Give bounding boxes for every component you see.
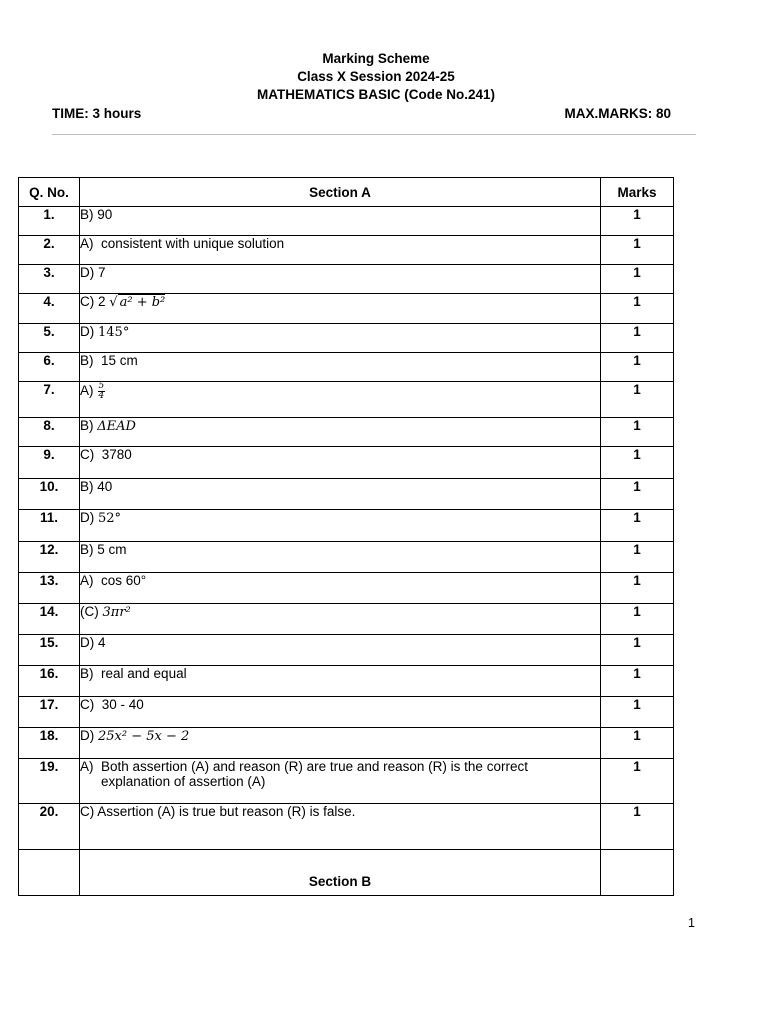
table-row — [19, 265, 674, 294]
marks-cell: 1 — [601, 542, 674, 573]
header-section-a: Section A — [80, 178, 601, 207]
marks-cell: 1 — [601, 236, 674, 265]
marks-cell: 1 — [601, 324, 674, 353]
table-row — [19, 542, 674, 573]
marks-cell: 1 — [601, 697, 674, 728]
answer-option: C) — [80, 294, 95, 309]
answer-option: B) — [80, 418, 94, 433]
answer-cell — [80, 324, 601, 353]
answer-option: B) — [80, 542, 94, 557]
q-number: 7. — [19, 382, 80, 418]
answer-text: ΔEAD — [97, 419, 136, 434]
section-b-title: Section B — [80, 850, 601, 896]
q-number: 3. — [19, 265, 80, 294]
table-row — [19, 418, 674, 447]
q-number: 4. — [19, 294, 80, 324]
answer-option: B) — [80, 207, 94, 222]
q-number: 2. — [19, 236, 80, 265]
answer-text: 25x² − 5x − 2 — [98, 729, 190, 744]
table-row — [19, 236, 674, 265]
table-row — [19, 510, 674, 542]
marks-cell: 1 — [601, 573, 674, 604]
section-b-row — [19, 850, 674, 896]
answer-cell — [80, 804, 601, 850]
answer-text: Assertion (A) is true but reason (R) is false. — [97, 804, 356, 819]
table-row — [19, 666, 674, 697]
answer-cell — [80, 666, 601, 697]
q-number: 19. — [19, 759, 80, 804]
max-marks-label: MAX.MARKS: 80 — [564, 106, 671, 121]
answer-text: 15 cm — [101, 353, 138, 368]
q-number: 8. — [19, 418, 80, 447]
answer-cell — [80, 447, 601, 479]
answer-text: 2 — [98, 294, 106, 309]
table-row — [19, 635, 674, 666]
answer-cell — [80, 207, 601, 236]
marks-cell: 1 — [601, 635, 674, 666]
answer-text: 3πr² — [102, 605, 131, 620]
answer-text: 90 — [97, 207, 113, 222]
q-number: 16. — [19, 666, 80, 697]
marks-cell: 1 — [601, 265, 674, 294]
q-number: 12. — [19, 542, 80, 573]
sqrt-radicand: a² + b² — [119, 295, 166, 310]
marks-cell: 1 — [601, 479, 674, 510]
q-number: 18. — [19, 728, 80, 759]
table-row — [19, 324, 674, 353]
marks-cell: 1 — [601, 804, 674, 850]
marking-table — [18, 177, 674, 896]
table-row — [19, 804, 674, 850]
document-header — [0, 50, 752, 104]
answer-text: 4 — [98, 635, 106, 650]
answer-cell — [80, 542, 601, 573]
marks-cell: 1 — [601, 382, 674, 418]
answer-text: 40 — [97, 479, 113, 494]
table-row — [19, 728, 674, 759]
answer-cell — [80, 479, 601, 510]
marks-cell: 1 — [601, 207, 674, 236]
answer-text: cos 60° — [101, 573, 147, 588]
fraction — [98, 382, 106, 401]
answer-text: 5 cm — [97, 542, 127, 557]
answer-text: Both assertion (A) and reason (R) are true and reason (R) is the correct explanation of assertion (A) — [101, 759, 528, 789]
answer-cell — [80, 635, 601, 666]
answer-option: B) — [80, 353, 94, 368]
answer-cell — [80, 697, 601, 728]
q-number: 1. — [19, 207, 80, 236]
q-number: 20. — [19, 804, 80, 850]
marks-cell: 1 — [601, 447, 674, 479]
answer-text: consistent with unique solution — [101, 236, 285, 251]
marks-cell: 1 — [601, 604, 674, 635]
page-number: 1 — [688, 916, 695, 930]
empty-cell — [601, 850, 674, 896]
answer-cell — [80, 510, 601, 542]
answer-text: 3780 — [101, 447, 132, 462]
answer-cell — [80, 294, 601, 324]
table-row — [19, 479, 674, 510]
table-row — [19, 604, 674, 635]
answer-option: B) — [80, 666, 94, 681]
q-number: 5. — [19, 324, 80, 353]
answer-cell — [80, 382, 601, 418]
answer-option: A) — [80, 759, 94, 774]
answer-option: A) — [80, 383, 94, 399]
table-row — [19, 207, 674, 236]
answer-option: B) — [80, 479, 94, 494]
table-row — [19, 382, 674, 418]
time-label: TIME: 3 hours — [52, 106, 142, 121]
answer-cell — [80, 573, 601, 604]
q-number: 14. — [19, 604, 80, 635]
sqrt-expression: √ a² + b² — [109, 295, 166, 310]
answer-cell — [80, 418, 601, 447]
table-row — [19, 697, 674, 728]
fraction-denominator: 4 — [98, 391, 105, 401]
answer-cell — [80, 236, 601, 265]
marks-cell: 1 — [601, 353, 674, 382]
answer-cell — [80, 265, 601, 294]
header-marks: Marks — [601, 178, 674, 207]
table-row — [19, 573, 674, 604]
marks-cell: 1 — [601, 418, 674, 447]
answer-option: C) — [80, 697, 95, 712]
doc-subtitle-class: Class X Session 2024-25 — [297, 69, 455, 84]
fraction-numerator: 5 — [98, 381, 105, 391]
q-number: 15. — [19, 635, 80, 666]
doc-title: Marking Scheme — [322, 51, 430, 66]
q-number: 17. — [19, 697, 80, 728]
answer-cell — [80, 759, 601, 804]
answer-option: D) — [80, 324, 95, 339]
answer-text: 7 — [98, 265, 106, 280]
answer-text: real and equal — [101, 666, 187, 681]
marks-cell: 1 — [601, 759, 674, 804]
q-number: 6. — [19, 353, 80, 382]
empty-cell — [19, 850, 80, 896]
answer-option: A) — [80, 573, 94, 588]
answer-text: 30 - 40 — [101, 697, 144, 712]
answer-text: 52° — [98, 511, 122, 526]
answer-option: (C) — [80, 604, 99, 619]
table-row — [19, 353, 674, 382]
answer-option: D) — [80, 510, 95, 525]
answer-option: A) — [80, 236, 94, 251]
header-qno: Q. No. — [19, 178, 80, 207]
marks-cell: 1 — [601, 666, 674, 697]
table-header-row — [19, 178, 674, 207]
marks-cell: 1 — [601, 294, 674, 324]
answer-cell — [80, 353, 601, 382]
answer-option: D) — [80, 265, 95, 280]
table-row — [19, 759, 674, 804]
answer-option: D) — [80, 728, 95, 743]
table-row — [19, 447, 674, 479]
answer-option: C) — [80, 804, 95, 819]
doc-subtitle-subject: MATHEMATICS BASIC (Code No.241) — [256, 87, 495, 102]
answer-option: C) — [80, 447, 95, 462]
answer-cell — [80, 604, 601, 635]
q-number: 9. — [19, 447, 80, 479]
q-number: 13. — [19, 573, 80, 604]
answer-text: 145° — [98, 325, 130, 340]
marks-cell: 1 — [601, 728, 674, 759]
q-number: 11. — [19, 510, 80, 542]
q-number: 10. — [19, 479, 80, 510]
header-divider — [52, 134, 696, 135]
table-row — [19, 294, 674, 324]
marks-cell: 1 — [601, 510, 674, 542]
answer-cell — [80, 728, 601, 759]
answer-option: D) — [80, 635, 95, 650]
